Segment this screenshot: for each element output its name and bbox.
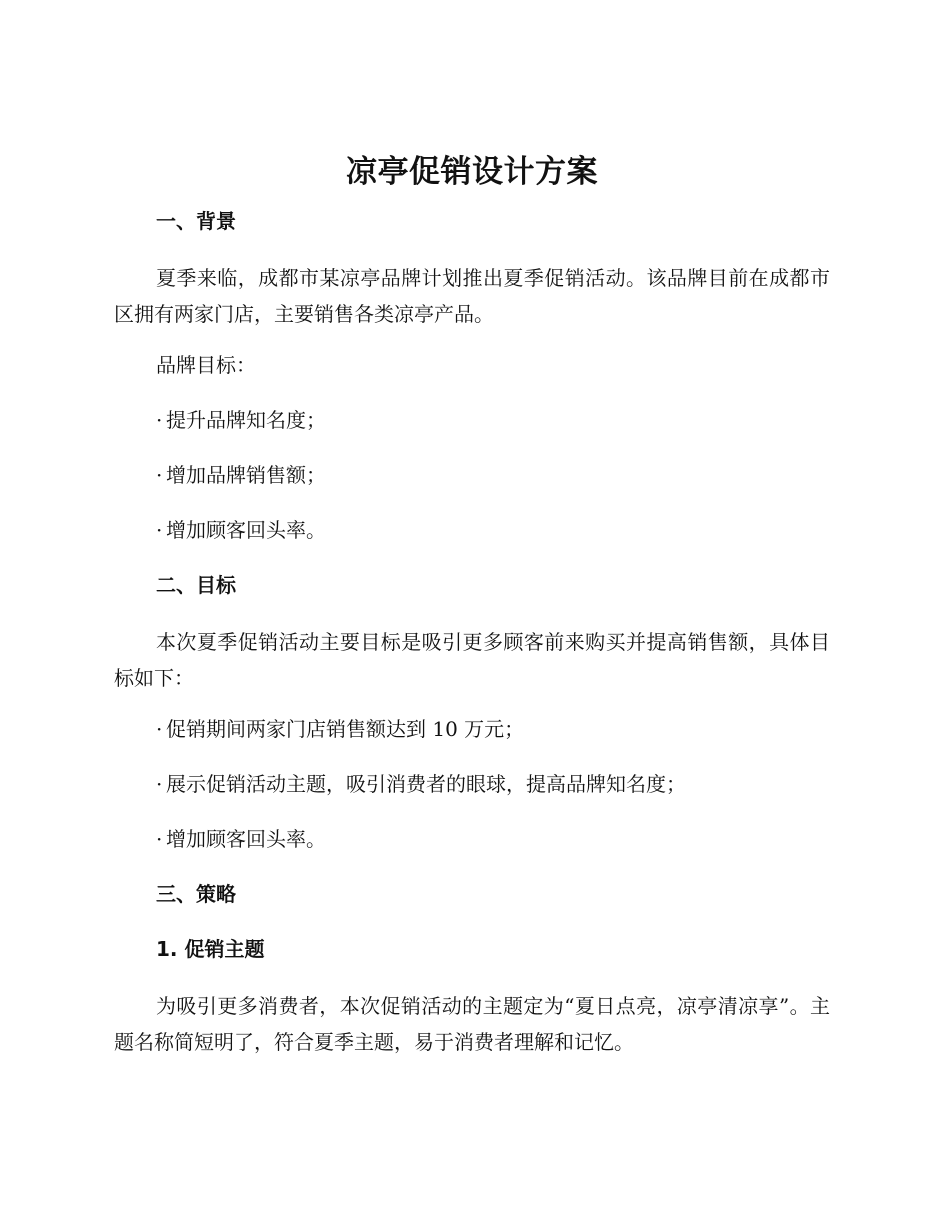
subsection-heading-theme: 1. 促销主题 bbox=[156, 937, 265, 961]
theme-paragraph: 为吸引更多消费者，本次促销活动的主题定为“夏日点亮，凉亭清凉享”。主题名称简短明了，符合夏季主题，易于消费者理解和记忆。 bbox=[114, 994, 830, 1054]
bullet-icon: · bbox=[156, 518, 163, 542]
bullet-icon: · bbox=[156, 772, 163, 796]
section-heading-strategy: 三、策略 bbox=[156, 882, 236, 906]
list-item: · 增加品牌销售额； bbox=[114, 460, 830, 490]
list-item: · 展示促销活动主题，吸引消费者的眼球，提高品牌知名度； bbox=[114, 769, 830, 799]
brand-goals-label: 品牌目标： bbox=[156, 353, 256, 377]
bullet-icon: · bbox=[156, 463, 163, 487]
bullet-icon: · bbox=[156, 717, 163, 741]
document-body bbox=[114, 150, 830, 1060]
background-paragraph: 夏季来临，成都市某凉亭品牌计划推出夏季促销活动。该品牌目前在成都市区拥有两家门店，主要销售各类凉亭产品。 bbox=[114, 266, 830, 326]
bullet-icon: · bbox=[156, 408, 163, 432]
bullet-icon: · bbox=[156, 827, 163, 851]
list-item: · 促销期间两家门店销售额达到 10 万元； bbox=[114, 714, 830, 744]
list-item: · 提升品牌知名度； bbox=[114, 405, 830, 435]
section-heading-background: 一、背景 bbox=[156, 209, 236, 233]
document-title: 凉亭促销设计方案 bbox=[346, 154, 598, 190]
objectives-paragraph: 本次夏季促销活动主要目标是吸引更多顾客前来购买并提高销售额，具体目标如下： bbox=[114, 630, 830, 690]
list-item: · 增加顾客回头率。 bbox=[114, 824, 830, 854]
list-item: · 增加顾客回头率。 bbox=[114, 515, 830, 545]
section-heading-objectives: 二、目标 bbox=[156, 573, 236, 597]
